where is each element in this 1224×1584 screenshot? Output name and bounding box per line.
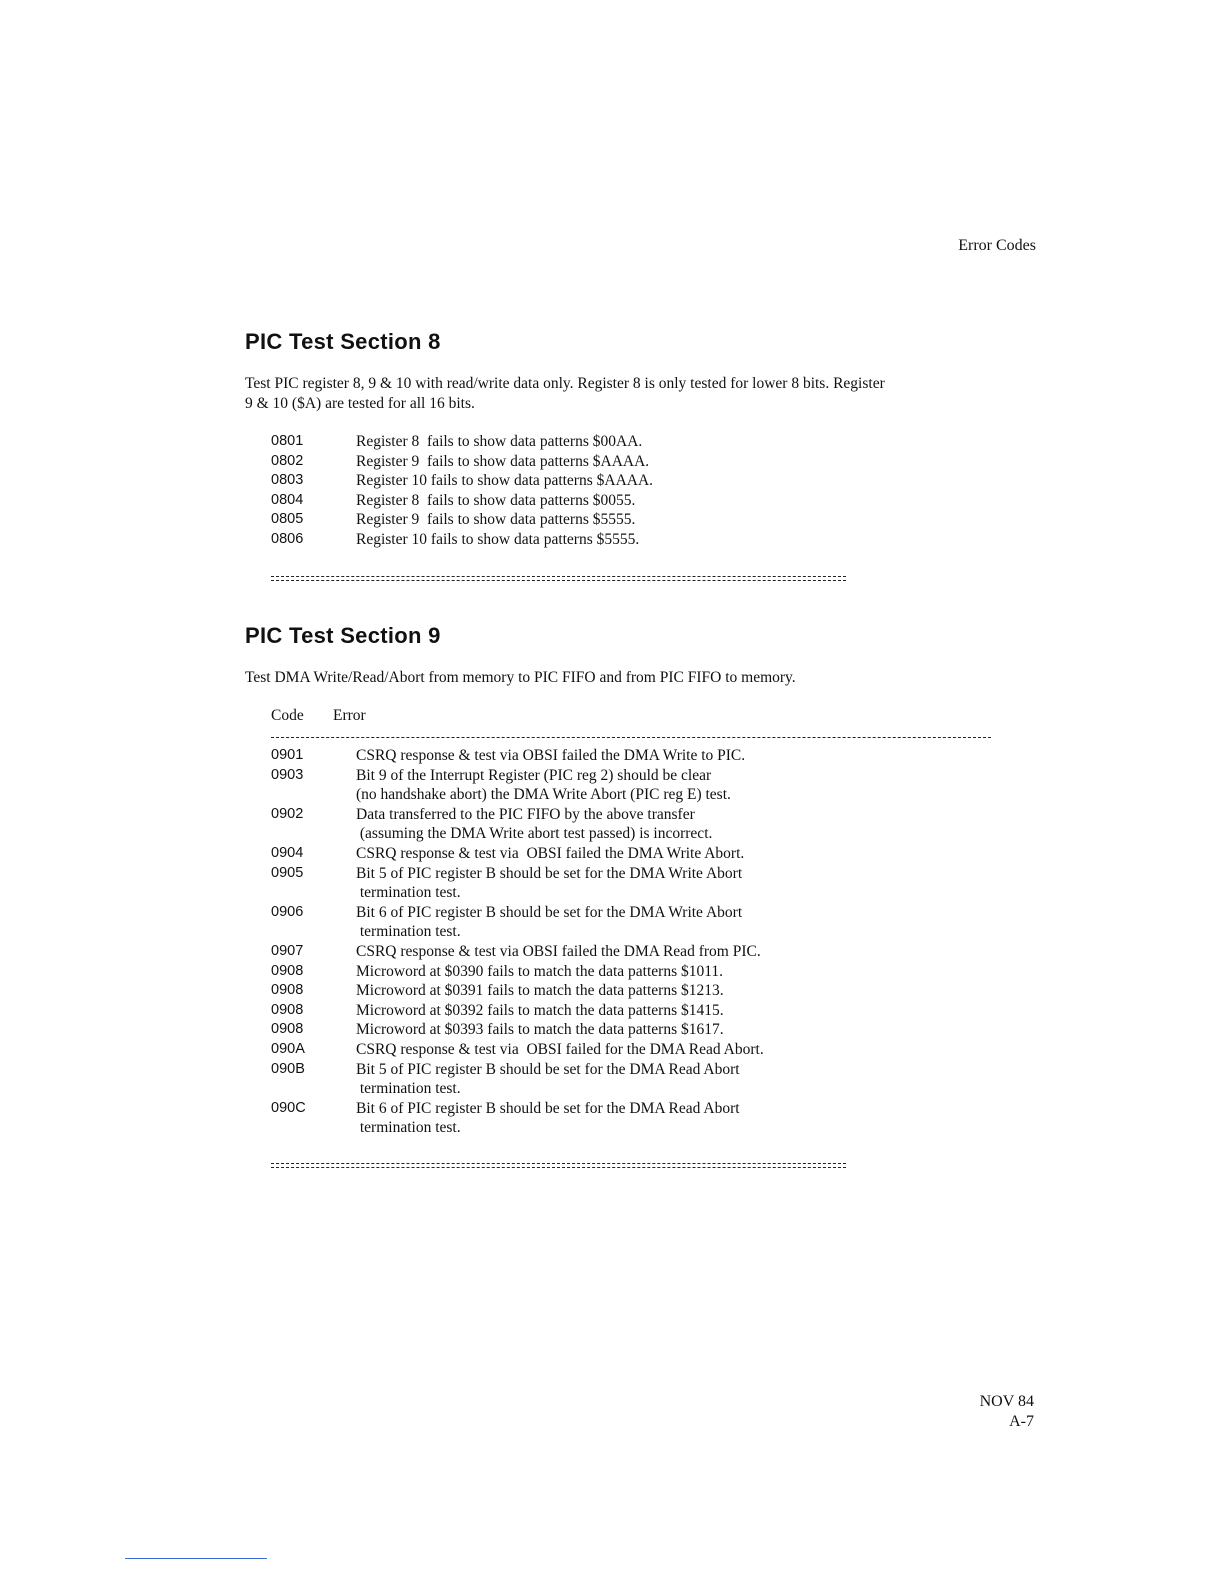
error-code: 0904 — [271, 844, 304, 861]
error-description: Bit 6 of PIC register B should be set for the DMA Read Abort — [356, 1099, 740, 1117]
error-code: 0908 — [271, 962, 304, 979]
error-code-row — [271, 844, 764, 864]
section-8-intro-line-2: 9 & 10 ($A) are tested for all 16 bits. — [245, 395, 475, 412]
error-code: 0908 — [271, 1001, 304, 1018]
error-code: 0908 — [271, 1021, 304, 1038]
error-code-row — [271, 530, 653, 550]
table-header-rule — [271, 737, 991, 738]
error-code: 0908 — [271, 982, 304, 999]
error-code-row — [271, 766, 764, 786]
error-description: (no handshake abort) the DMA Write Abort (PIC reg E) test. — [356, 786, 731, 804]
error-description: Register 9 fails to show data patterns $AAAA. — [356, 452, 650, 470]
error-code-row — [271, 942, 764, 962]
error-code-row — [271, 510, 653, 530]
error-code: 0903 — [271, 766, 304, 783]
error-code-row — [271, 1060, 764, 1080]
error-description: Microword at $0393 fails to match the data patterns $1617. — [356, 1021, 724, 1039]
error-description: Register 8 fails to show data patterns $00AA. — [356, 433, 643, 450]
error-code-row — [271, 864, 764, 884]
error-description: Bit 9 of the Interrupt Register (PIC reg 2) should be clear — [356, 766, 712, 784]
error-code-row — [271, 432, 653, 452]
error-description: Register 9 fails to show data patterns $5555. — [356, 511, 636, 529]
error-code-row — [271, 981, 764, 1001]
error-description-continuation — [271, 922, 764, 942]
error-code-row — [271, 1099, 764, 1119]
error-code: 0905 — [271, 864, 304, 881]
section-8-intro-line-1: Test PIC register 8, 9 & 10 with read/write data only. Register 8 is only tested for lower 8 bits. Register — [245, 375, 885, 392]
error-description: CSRQ response & test via OBSI failed the DMA Write to PIC. — [356, 747, 746, 764]
error-code: 0804 — [271, 491, 304, 508]
error-code-row — [271, 471, 653, 491]
error-description-continuation — [271, 824, 764, 844]
table-header — [271, 707, 366, 725]
error-description: termination test. — [356, 923, 461, 941]
error-description: termination test. — [356, 1119, 461, 1137]
column-header-code: Code — [271, 707, 304, 724]
error-description-continuation — [271, 1118, 764, 1138]
error-code-row — [271, 962, 764, 982]
page-footer — [980, 1392, 1034, 1432]
error-description: (assuming the DMA Write abort test passed) is incorrect. — [356, 825, 713, 843]
error-code: 0906 — [271, 903, 304, 920]
error-description: Microword at $0392 fails to match the data patterns $1415. — [356, 1001, 724, 1019]
error-description: Bit 5 of PIC register B should be set for the DMA Read Abort — [356, 1060, 740, 1078]
error-description-continuation — [271, 1079, 764, 1099]
section-8-heading: PIC Test Section 8 — [245, 329, 441, 354]
error-description: termination test. — [356, 884, 461, 902]
section-9-code-list — [271, 746, 764, 1138]
error-code: 0806 — [271, 530, 304, 547]
error-description: Register 8 fails to show data patterns $0055. — [356, 491, 636, 509]
error-code-row — [271, 1001, 764, 1021]
section-divider — [271, 576, 846, 581]
error-description: Microword at $0390 fails to match the data patterns $1011. — [356, 962, 724, 980]
column-header-error: Error — [333, 707, 366, 724]
error-code-row — [271, 903, 764, 923]
section-9-intro: Test DMA Write/Read/Abort from memory to PIC FIFO and from PIC FIFO to memory. — [245, 669, 796, 686]
error-code: 090C — [271, 1099, 306, 1116]
error-code: 0803 — [271, 472, 304, 489]
error-description: Data transferred to the PIC FIFO by the above transfer — [356, 805, 695, 823]
error-description: Bit 6 of PIC register B should be set for the DMA Write Abort — [356, 903, 743, 921]
error-code: 0907 — [271, 942, 304, 959]
error-code: 0805 — [271, 511, 304, 528]
error-code: 0902 — [271, 805, 304, 822]
error-description: Register 10 fails to show data patterns $5555. — [356, 530, 640, 548]
section-8-intro — [245, 374, 1045, 414]
error-description: Bit 5 of PIC register B should be set for the DMA Write Abort — [356, 864, 743, 882]
error-code-row — [271, 452, 653, 472]
error-description: CSRQ response & test via OBSI failed the DMA Write Abort. — [356, 844, 745, 862]
running-header: Error Codes — [958, 237, 1036, 254]
section-divider — [271, 1163, 846, 1168]
error-code: 0901 — [271, 747, 304, 763]
page-number: A-7 — [1009, 1413, 1034, 1430]
error-code-row — [271, 1020, 764, 1040]
error-code-row — [271, 805, 764, 825]
error-code-row — [271, 491, 653, 511]
error-description: Register 10 fails to show data patterns $AAAA. — [356, 472, 654, 490]
error-description: termination test. — [356, 1080, 461, 1098]
footer-date: NOV 84 — [979, 1393, 1034, 1410]
error-code-row — [271, 1040, 764, 1060]
error-description: CSRQ response & test via OBSI failed the DMA Read from PIC. — [356, 942, 761, 960]
section-8-code-list — [271, 432, 653, 550]
scan-edge-line — [125, 1558, 267, 1559]
error-description-continuation — [271, 785, 764, 805]
error-code: 0801 — [271, 433, 304, 449]
error-code: 090A — [271, 1040, 305, 1057]
error-description: Microword at $0391 fails to match the data patterns $1213. — [356, 982, 724, 1000]
error-description: CSRQ response & test via OBSI failed for the DMA Read Abort. — [356, 1040, 764, 1058]
section-9-heading: PIC Test Section 9 — [245, 623, 441, 648]
error-code-row — [271, 746, 764, 766]
error-description-continuation — [271, 883, 764, 903]
error-code: 0802 — [271, 452, 304, 469]
error-code: 090B — [271, 1060, 305, 1077]
